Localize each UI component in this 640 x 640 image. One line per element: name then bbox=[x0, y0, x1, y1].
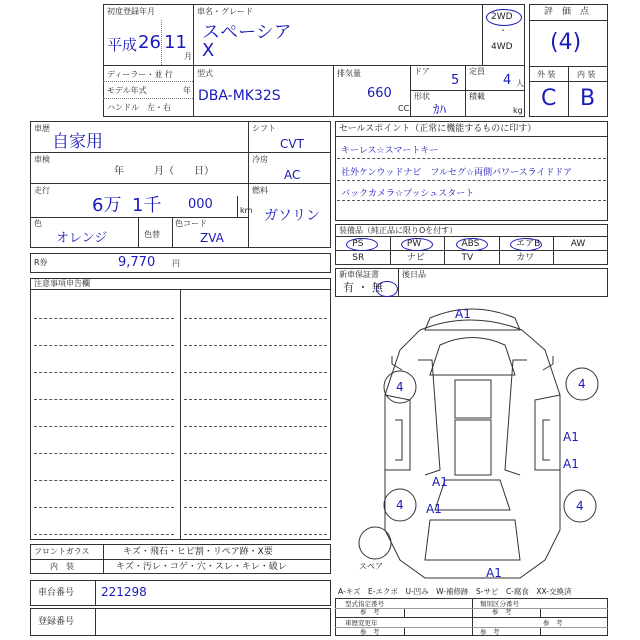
reg-label: 初度登録年月 bbox=[107, 7, 155, 16]
notes-line bbox=[184, 399, 327, 400]
displacement-label: 排気量 bbox=[337, 69, 361, 78]
damage-mark-right-2: A1 bbox=[563, 457, 579, 471]
km-unit: km bbox=[240, 206, 253, 215]
grade: X bbox=[202, 40, 215, 61]
footer-f1: 型式指定番号 bbox=[345, 600, 384, 608]
shape-label: 形状 bbox=[414, 92, 430, 101]
after-label: 後日品 bbox=[402, 270, 426, 279]
damage-mark-front: A1 bbox=[455, 307, 471, 321]
chassis-label: 車台番号 bbox=[38, 588, 75, 598]
selling-line-3: バックカメラ☆プッシュスタート bbox=[341, 189, 475, 199]
score-label: 評 価 点 bbox=[544, 7, 590, 17]
kg-unit: kg bbox=[513, 106, 523, 115]
notes-line bbox=[34, 507, 174, 508]
damage-mark-left-rear-2: A1 bbox=[426, 502, 442, 516]
color: オレンジ bbox=[56, 231, 108, 246]
ac-label: 冷房 bbox=[252, 155, 268, 164]
interior-score: B bbox=[580, 86, 596, 111]
r-label: R券 bbox=[34, 258, 48, 267]
shape: ｶﾊ bbox=[433, 103, 446, 118]
equipment-item: カワ bbox=[516, 253, 535, 263]
equipment-item: PS bbox=[352, 239, 364, 249]
equipment-divider bbox=[499, 236, 500, 265]
damage-mark-rear: A1 bbox=[486, 566, 502, 580]
exterior-score: C bbox=[541, 86, 557, 111]
drive-2wd: 2WD bbox=[491, 12, 513, 22]
inspection-label: 車検 bbox=[34, 155, 50, 164]
fuel: ガソリン bbox=[264, 208, 320, 224]
notes-line bbox=[184, 426, 327, 427]
year-unit: 年 bbox=[183, 86, 191, 95]
notes-line bbox=[34, 372, 174, 373]
footer-f4: 参 考 bbox=[492, 608, 512, 616]
shift: CVT bbox=[280, 137, 304, 151]
r-box bbox=[30, 253, 331, 273]
notes-line bbox=[184, 345, 327, 346]
model-year-label: モデル年式 bbox=[107, 86, 147, 95]
mileage-3: 000 bbox=[188, 197, 213, 212]
selling-line-2: 社外ケンウッドナビ フルセグ☆両側パワースライドドア bbox=[341, 168, 573, 178]
model-code: DBA-MK32S bbox=[198, 88, 281, 104]
notes-line bbox=[184, 534, 327, 535]
reg-month: 11 bbox=[164, 32, 187, 53]
damage-legend: A-キズ E-エクボ U-凹み W-補修跡 S-サビ C-腐食 XX-交換済 bbox=[338, 587, 572, 596]
exterior-label: 外 装 bbox=[537, 70, 556, 79]
regnum-box bbox=[30, 608, 331, 636]
front-glass-label: フロントガラス bbox=[34, 547, 90, 556]
capacity: 4 bbox=[503, 73, 512, 88]
load-label: 積載 bbox=[469, 92, 485, 101]
reg-year: 26 bbox=[138, 32, 161, 53]
footer-f6: 参 考 bbox=[360, 628, 380, 636]
chassis-box bbox=[30, 580, 331, 606]
damage-mark-wheel-fl: 4 bbox=[396, 380, 404, 394]
mileage-1: 6万 bbox=[92, 195, 122, 216]
door-label: ドア bbox=[414, 67, 430, 76]
month-unit: 月 bbox=[184, 52, 192, 61]
header-box bbox=[103, 4, 525, 117]
notes-line bbox=[184, 318, 327, 319]
drive-4wd: 4WD bbox=[491, 42, 513, 52]
era: 平成 bbox=[107, 36, 138, 54]
damage-mark-wheel-rr: 4 bbox=[576, 499, 584, 513]
damage-mark-wheel-fr: 4 bbox=[578, 377, 586, 391]
notes-line bbox=[34, 480, 174, 481]
damage-mark-wheel-rl: 4 bbox=[396, 498, 404, 512]
equipment-circle bbox=[456, 238, 488, 251]
equipment-item: ABS bbox=[461, 239, 480, 249]
front-glass-text: キズ・飛石・ヒビ割・リペア跡・X要 bbox=[123, 547, 273, 557]
capacity-label: 定員 bbox=[469, 67, 485, 76]
mileage-2: 1千 bbox=[132, 195, 162, 216]
inspection-text: 年 月（ 日） bbox=[114, 166, 214, 177]
displacement: 660 bbox=[367, 86, 392, 101]
footer-f3: 類別区分番号 bbox=[480, 600, 519, 608]
damage-mark-right-1: A1 bbox=[563, 430, 579, 444]
notes-line bbox=[34, 453, 174, 454]
chassis-value: 221298 bbox=[101, 585, 147, 599]
equipment-divider bbox=[553, 236, 554, 265]
use-label: 車歴 bbox=[34, 124, 50, 133]
notes-label: 注意事項申告欄 bbox=[34, 279, 90, 288]
equipment-circle bbox=[401, 238, 433, 251]
equipment-item: TV bbox=[461, 253, 474, 263]
notes-line bbox=[184, 507, 327, 508]
spare-label: スペア bbox=[359, 562, 383, 571]
new-warranty-value: 有 ・ 無 bbox=[343, 281, 383, 294]
handle-label: ハンドル 左・右 bbox=[107, 103, 171, 112]
interior-label-row: 内 装 bbox=[50, 562, 74, 571]
interior-label: 内 装 bbox=[577, 70, 596, 79]
footer-f7: 参 考 bbox=[480, 628, 500, 636]
footer-f8: 参 考 bbox=[543, 619, 563, 627]
dealer-label: ディーラー・並 行 bbox=[107, 70, 173, 79]
notes-line bbox=[184, 480, 327, 481]
reg-num-label: 登録番号 bbox=[38, 617, 75, 627]
fuel-label: 燃料 bbox=[252, 186, 268, 195]
notes-line bbox=[34, 426, 174, 427]
equipment-item: ナビ bbox=[406, 253, 425, 263]
yen-unit: 円 bbox=[172, 259, 180, 268]
use-value: 自家用 bbox=[52, 132, 103, 152]
color-label: 色 bbox=[34, 219, 42, 228]
notes-line bbox=[34, 534, 174, 535]
equipment-label: 装備品（純正品に限りOを付す） bbox=[339, 226, 458, 235]
footer-f2: 参 考 bbox=[360, 608, 380, 616]
equipment-item: SR bbox=[352, 253, 365, 263]
cc-unit: CC bbox=[398, 104, 410, 113]
new-warranty-label: 新車保証書 bbox=[339, 270, 379, 279]
footer-f5: 車歴変更年 bbox=[345, 619, 378, 627]
damage-mark-left-rear: A1 bbox=[432, 475, 448, 489]
notes-line bbox=[34, 399, 174, 400]
notes-line bbox=[34, 345, 174, 346]
equipment-divider bbox=[390, 236, 391, 265]
car-name: スペーシア bbox=[202, 22, 292, 43]
notes-line bbox=[34, 318, 174, 319]
equipment-item: エアB bbox=[516, 239, 541, 249]
mileage-label: 走行 bbox=[34, 186, 50, 195]
r-value: 9,770 bbox=[118, 255, 156, 270]
notes-line bbox=[184, 453, 327, 454]
notes-line bbox=[184, 372, 327, 373]
color-code: ZVA bbox=[200, 231, 224, 245]
selling-label: セールスポイント（正常に機能するものに印す） bbox=[339, 124, 537, 134]
name-label: 車名・グレード bbox=[197, 7, 253, 16]
ac: AC bbox=[284, 168, 301, 182]
equipment-item: PW bbox=[406, 239, 422, 249]
swap-label: 色替 bbox=[144, 230, 160, 239]
equipment-item: AW bbox=[570, 239, 586, 249]
shift-label: シフト bbox=[252, 124, 276, 133]
person-unit: 人 bbox=[516, 79, 524, 88]
doors: 5 bbox=[451, 73, 460, 88]
drive-dot: ・ bbox=[499, 26, 507, 35]
equipment-circle bbox=[510, 238, 542, 251]
selling-line-1: キーレス☆スマートキー bbox=[341, 146, 439, 156]
color-code-label: 色コード bbox=[175, 219, 207, 228]
equipment-divider bbox=[444, 236, 445, 265]
type-label: 型式 bbox=[197, 69, 213, 78]
warranty-circle bbox=[376, 281, 398, 297]
interior-text: キズ・汚レ・コゲ・穴・スレ・キレ・破レ bbox=[116, 562, 287, 572]
score: (4) bbox=[550, 30, 582, 55]
